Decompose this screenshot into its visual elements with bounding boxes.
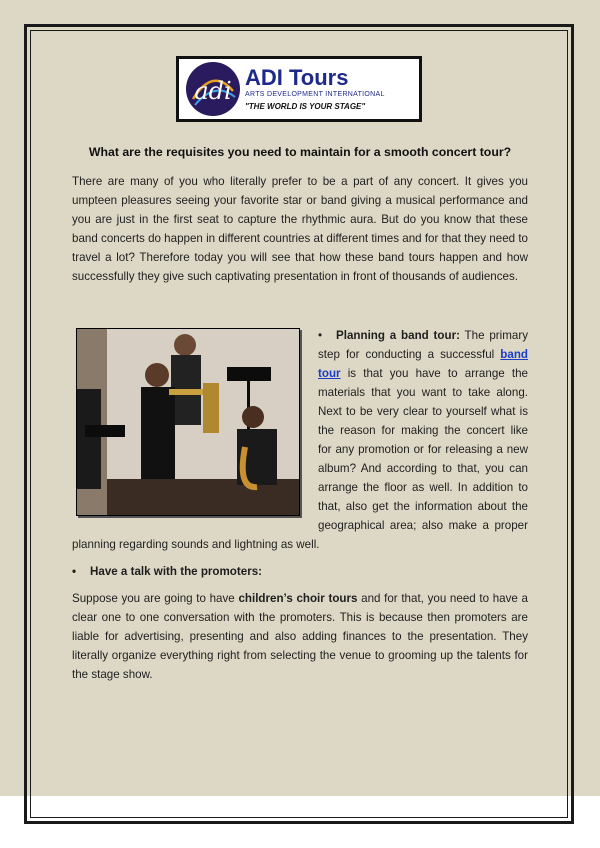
section2-heading-row bbox=[72, 562, 528, 581]
intro-paragraph: There are many of you who literally prefer to be a part of any concert. It gives you umpteen pleasures seeing your favorite star or band giving a musical performance and you are just in the first seat to capture the rhythmic aura. But do you know that these band concerts do happen in different countries at different times and for that they need to travel a lot? Therefore today you will see that how these band tours happen and how successfully they give such captivating presentation in front of thousands of audiences. bbox=[72, 175, 528, 283]
band-photo bbox=[76, 328, 300, 516]
document-content bbox=[72, 50, 528, 684]
band-photo-illustration bbox=[77, 329, 299, 515]
logo-title: ADI Tours bbox=[245, 64, 349, 90]
section2-text-start: Suppose you are going to have bbox=[72, 592, 239, 605]
band-tour-link[interactable]: band tour bbox=[318, 348, 528, 380]
article-title: What are the requisites you need to maintain for a smooth concert tour? bbox=[88, 145, 512, 159]
section2-paragraph bbox=[72, 589, 528, 684]
svg-text:adi: adi bbox=[194, 77, 232, 105]
adi-logo-icon bbox=[185, 61, 241, 117]
logo-tagline: "THE WORLD IS YOUR STAGE" bbox=[245, 101, 366, 111]
bullet-1: • bbox=[318, 329, 323, 342]
logo-text bbox=[245, 66, 385, 113]
childrens-choir-tours-text: children’s choir tours bbox=[238, 592, 358, 605]
adi-tours-logo[interactable] bbox=[176, 56, 422, 122]
logo-subtitle: ARTS DEVELOPMENT INTERNATIONAL bbox=[245, 90, 385, 98]
section2-heading: Have a talk with the promoters: bbox=[90, 565, 263, 578]
section-planning-band-tour bbox=[72, 326, 528, 554]
section1-heading: Planning a band tour: bbox=[336, 329, 460, 342]
section2-text-end: and for that, you need to have a clear one to one conversation with the promoters. This is because then promoters are liable for advertising, presenting and also adding finances to the presentation. They literally organize everything right from selecting the venue to grooming up the talents for the stage show. bbox=[72, 592, 528, 681]
section1-text-start: The primary step for conducting a successful bbox=[318, 329, 529, 361]
bullet-2: • bbox=[72, 565, 77, 578]
section1-text-end: is that you have to arrange the materials that you want to take along. Next to be very clear to yourself what is the reason for making the concert like for any promotion or for releasing a new album? And according to that, you can arrange the floor as well. In addition to that, also get the information about the geographical area; also make a proper planning regarding sounds and lightning as well. bbox=[72, 367, 528, 551]
